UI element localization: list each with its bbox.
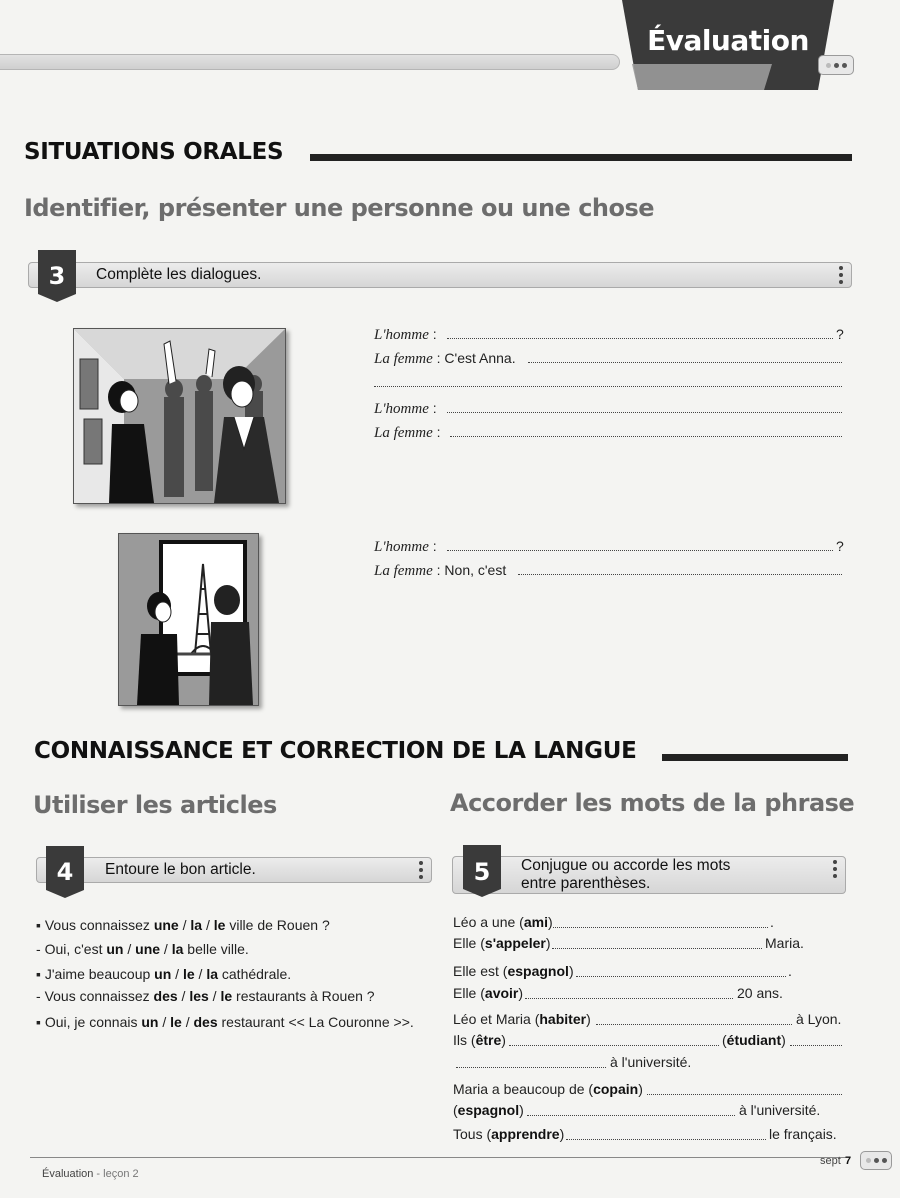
answer-line[interactable] [596,1024,792,1025]
item-text: restaurants à Rouen ? [232,988,375,1004]
answer-line[interactable] [576,976,786,977]
item-text: Vous connaissez [44,988,154,1004]
article-option[interactable]: une [135,941,161,957]
item-text: ) [559,1126,565,1142]
conjugation-item [453,1102,524,1118]
answer-line[interactable] [456,1067,606,1068]
exercise-5-number: 5 [473,858,491,886]
word-to-conjugate: s'appeler [484,935,546,951]
article-item: ▪ Vous connaissez une / la / le ville de Rouen ? [36,917,330,933]
dialogue-2-line-1: L'homme : [374,538,437,555]
item-text: ) [547,914,553,930]
item-text: Vous connaissez [44,917,154,933]
footer-rule [30,1157,850,1158]
item-text: Léo et Maria ( [453,1011,540,1027]
answer-line[interactable] [566,1139,766,1140]
answer-line[interactable] [528,362,842,363]
article-item: - Oui, c'est un / une / la belle ville. [36,941,249,957]
subtitle-articles: Utiliser les articles [33,791,277,819]
item-marker: ▪ [36,917,45,933]
evaluation-title: Évaluation [647,24,809,57]
conjugation-item [453,985,523,1001]
eiffel-tower-painting-illustration [118,533,259,706]
conjugation-item [453,1011,591,1027]
speaker-label: La femme [374,563,433,579]
article-option[interactable]: des [193,1014,218,1030]
answer-line[interactable] [447,550,833,551]
answer-line[interactable] [525,998,733,999]
item-marker: - [36,988,45,1004]
answer-line[interactable] [553,927,768,928]
exercise-3-instruction: Complète les dialogues. [96,266,262,283]
article-option[interactable]: le [220,988,233,1004]
conjugation-item [453,1126,564,1142]
subtitle-accorder: Accorder les mots de la phrase [450,789,855,817]
dialogue-2-line-2: La femme : Non, c'est [374,562,507,579]
section-title-oral: SITUATIONS ORALES [24,139,284,165]
article-option[interactable]: la [171,941,184,957]
answer-line[interactable] [447,338,833,339]
dialogue-text: C'est Anna. [444,350,516,366]
footer-lesson [42,1168,139,1180]
speaker-label: L'homme [374,327,429,343]
more-icon [419,861,423,879]
dialogue-1-line-1: L'homme : [374,326,437,343]
word-to-conjugate: avoir [484,985,519,1001]
more-icon [833,860,837,878]
item-ending: Maria. [765,935,804,951]
item-ending: à l'université. [610,1054,692,1070]
conjugation-item [453,1081,643,1097]
article-option[interactable]: des [153,988,178,1004]
article-option[interactable]: un [141,1014,159,1030]
item-text: ( [722,1032,727,1048]
exercise-4-instruction: Entoure le bon article. [105,861,256,878]
footer-evaluation: Évaluation [42,1168,94,1180]
item-text: ville de Rouen ? [225,917,330,933]
word-to-conjugate: être [475,1032,502,1048]
dialogue-1-line-2: La femme : C'est Anna. [374,350,516,367]
item-marker: ▪ [36,1014,45,1030]
item-ending: à l'université. [739,1102,821,1118]
section-rule [310,154,852,161]
dialogue-1-line-4: L'homme : [374,400,437,417]
word-to-conjugate: ami [523,914,548,930]
dialogue-1-line-5: La femme : [374,424,441,441]
item-text: Maria a beaucoup de ( [453,1081,594,1097]
item-text: ) [518,985,524,1001]
word-to-conjugate: copain [593,1081,639,1097]
answer-line[interactable] [374,386,842,387]
exercise-3-number: 3 [48,262,66,290]
article-option[interactable]: un [154,966,172,982]
item-text: J'aime beaucoup [44,966,155,982]
question-mark: ? [836,538,844,554]
speaker-label: La femme [374,351,433,367]
answer-line[interactable] [790,1045,842,1046]
item-text: Elle est ( [453,963,508,979]
answer-line[interactable] [518,574,842,575]
article-option[interactable]: le [170,1014,182,1030]
speaker-label: L'homme [374,401,429,417]
item-text: ) [545,935,551,951]
word-to-conjugate: apprendre [491,1126,560,1142]
answer-line[interactable] [527,1115,735,1116]
word-to-conjugate: étudiant [726,1032,782,1048]
item-text: ) [638,1081,643,1097]
item-text: ( [453,1102,458,1118]
article-item: ▪ J'aime beaucoup un / le / la cathédrale. [36,966,292,982]
dialogue-text: Non, c'est [444,562,507,578]
item-text: belle ville. [183,941,249,957]
article-option[interactable]: le [213,917,226,933]
item-text: Oui, je connais [44,1014,142,1030]
speaker-label: La femme [374,425,433,441]
item-text: Elle ( [453,935,485,951]
item-text: Elle ( [453,985,485,1001]
item-marker: - [36,941,45,957]
speaker-label: L'homme [374,539,429,555]
item-text: Oui, c'est [44,941,107,957]
item-text: ) [501,1032,506,1048]
article-option[interactable]: la [206,966,218,982]
page-dots-icon [860,1151,892,1170]
answer-line[interactable] [447,412,842,413]
exercise-4-number: 4 [56,858,74,886]
item-text: ) [781,1032,786,1048]
exercise-5-instruction-line-2: entre parenthèses. [521,875,651,892]
word-to-conjugate: espagnol [507,963,569,979]
conjugation-item [453,914,553,930]
answer-line[interactable] [450,436,842,437]
word-to-conjugate: habiter [539,1011,587,1027]
article-option[interactable]: les [189,988,209,1004]
party-scene-illustration [73,328,286,504]
page-dots-icon [818,55,854,75]
item-ending: . [770,914,774,930]
footer-lecon: - leçon 2 [93,1168,139,1180]
more-icon [839,266,843,284]
item-ending: . [788,963,792,979]
article-option[interactable]: un [106,941,124,957]
item-ending: 20 ans. [737,985,783,1001]
section-rule [662,754,848,761]
conjugation-item-second-word [722,1032,786,1048]
answer-line[interactable] [647,1094,842,1095]
article-item: ▪ Oui, je connais un / le / des restaurant << La Couronne >>. [36,1014,414,1030]
subtitle-identifier: Identifier, présenter une personne ou une chose [24,194,655,222]
answer-line[interactable] [509,1045,719,1046]
footer-page-number: 7 [845,1155,852,1167]
article-option[interactable]: la [190,917,203,933]
footer-page-word: sept [820,1155,841,1167]
item-ending: le français. [769,1126,837,1142]
conjugation-item [453,1032,506,1048]
exercise-5-instruction-line-1: Conjugue ou accorde les mots [521,857,731,874]
article-item: - Vous connaissez des / les / le restaurants à Rouen ? [36,988,375,1004]
item-text: restaurant << La Couronne >>. [217,1014,414,1030]
article-option[interactable]: une [153,917,179,933]
answer-line[interactable] [552,948,762,949]
item-text: ) [568,963,574,979]
question-mark: ? [836,326,844,342]
word-to-conjugate: espagnol [457,1102,520,1118]
item-marker: ▪ [36,966,45,982]
article-option[interactable]: le [182,966,195,982]
conjugation-item [453,963,574,979]
item-text: ) [586,1011,591,1027]
item-text: Ils ( [453,1032,476,1048]
item-text: Tous ( [453,1126,492,1142]
item-text: Léo a une ( [453,914,524,930]
section-title-language: CONNAISSANCE ET CORRECTION DE LA LANGUE [34,738,637,764]
item-text: ) [519,1102,524,1118]
conjugation-item [453,935,551,951]
header-bar [0,54,620,70]
item-ending: à Lyon. [796,1011,842,1027]
item-text: cathédrale. [218,966,292,982]
